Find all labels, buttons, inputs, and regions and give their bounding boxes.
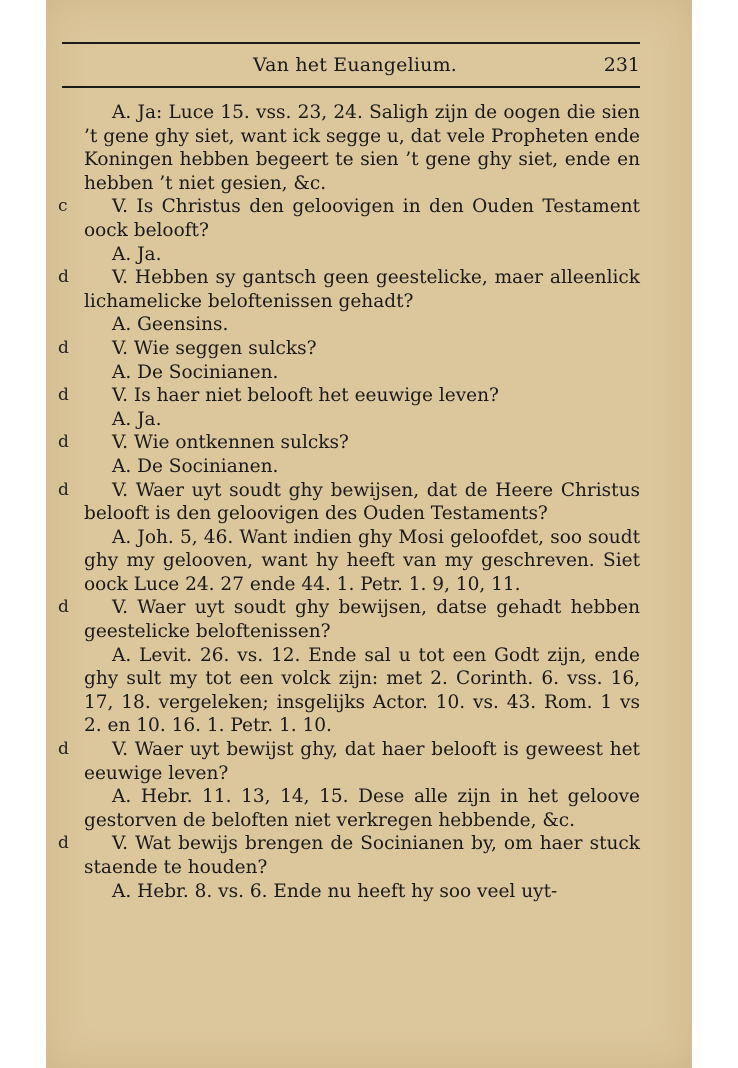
paragraph [58,384,640,408]
paragraph [58,479,640,526]
paragraph-text: V. Waer uyt bewijst ghy, dat haer belooft is geweest het eeuwige leven? [84,739,640,784]
margin-marker: d [58,337,69,358]
paragraph-text: A. Hebr. 8. vs. 6. Ende nu heeft hy soo veel uyt- [112,880,558,902]
header-rule-bottom [62,86,640,88]
paragraph-text: V. Waer uyt soudt ghy bewijsen, dat de Heere Christus belooft is den geloovigen des Ouden Testaments? [84,479,640,525]
margin-marker: d [58,833,69,854]
paragraph-text: V. Wie ontkennen sulcks? [112,432,349,454]
paragraph [84,644,640,738]
paragraph-text: V. Is haer niet belooft het eeuwige leven? [112,385,499,407]
paragraph-text: A. Geensins. [112,314,229,336]
paragraph [84,880,640,904]
margin-marker: c [58,196,68,217]
margin-marker: d [58,479,69,500]
paragraph [58,195,640,242]
body-text [58,101,640,903]
paragraph [58,738,640,785]
paragraph [84,243,640,267]
paragraph-text: V. Waer uyt soudt ghy bewijsen, datse gehadt hebben geestelicke beloftenissen? [84,597,640,643]
paragraph-text: A. Ja. [112,243,162,265]
paragraph-text: A. Levit. 26. vs. 12. Ende sal u tot een Godt zijn, ende ghy sult my tot een volck zijn: met 2. Corinth. 6. vss. 16, 17, 18. vergeleken; insgelijks Actor. 10. vs. 43. Rom. 1 vs 2. en 10. 16. 1. Petr. 1. 10. [84,644,640,737]
paragraph-text: A. Ja. [112,408,162,430]
paragraph-text: V. Hebben sy gantsch geen geestelicke, maer alleenlick lichamelicke beloftenissen gehadt? [84,267,640,312]
paragraph-text: A. Ja: Luce 15. vss. 23, 24. Saligh zijn de oogen die sien ’t gene ghy siet, want ick segge u, dat vele Propheten ende Koningen hebben begeert te sien ’t gene ghy siet, ende en hebben ’t niet gesien, &c. [84,102,640,194]
margin-marker: d [58,739,69,760]
margin-marker: d [58,597,69,618]
paragraph [58,431,640,455]
paragraph [84,455,640,479]
paragraph [58,266,640,313]
page-number: 231 [603,54,640,76]
header-rule-top [62,42,640,44]
paragraph [84,101,640,195]
paragraph-text: V. Is Christus den geloovigen in den Ouden Testament oock belooft? [84,196,640,241]
paragraph-text: V. Wat bewijs brengen de Socinianen by, om haer stuck staende te houden? [84,833,640,878]
running-head-title: Van het Euangelium. [252,54,458,76]
paragraph-text: A. Joh. 5, 46. Want indien ghy Mosi geloofdet, soo soudt ghy my gelooven, want hy heeft van my geschreven. Siet oock Luce 24. 27 ende 44. 1. Petr. 1. 9, 10, 11. [84,526,640,595]
paragraph [84,526,640,597]
margin-marker: d [58,432,69,453]
paragraph [84,785,640,832]
paragraph-text: A. Hebr. 11. 13, 14, 15. Dese alle zijn in het geloove gestorven de beloften niet verkregen hebbende, &c. [84,786,640,831]
paragraph-text: A. De Socinianen. [112,455,279,477]
paragraph-text: A. De Socinianen. [112,361,279,383]
paragraph [84,313,640,337]
paragraph [58,596,640,643]
paragraph-text: V. Wie seggen sulcks? [112,337,317,359]
paragraph [84,361,640,385]
paragraph [58,832,640,879]
paragraph [84,408,640,432]
page-margin [692,0,738,1068]
margin-marker: d [58,267,69,288]
margin-marker: d [58,385,69,406]
paragraph [58,337,640,361]
